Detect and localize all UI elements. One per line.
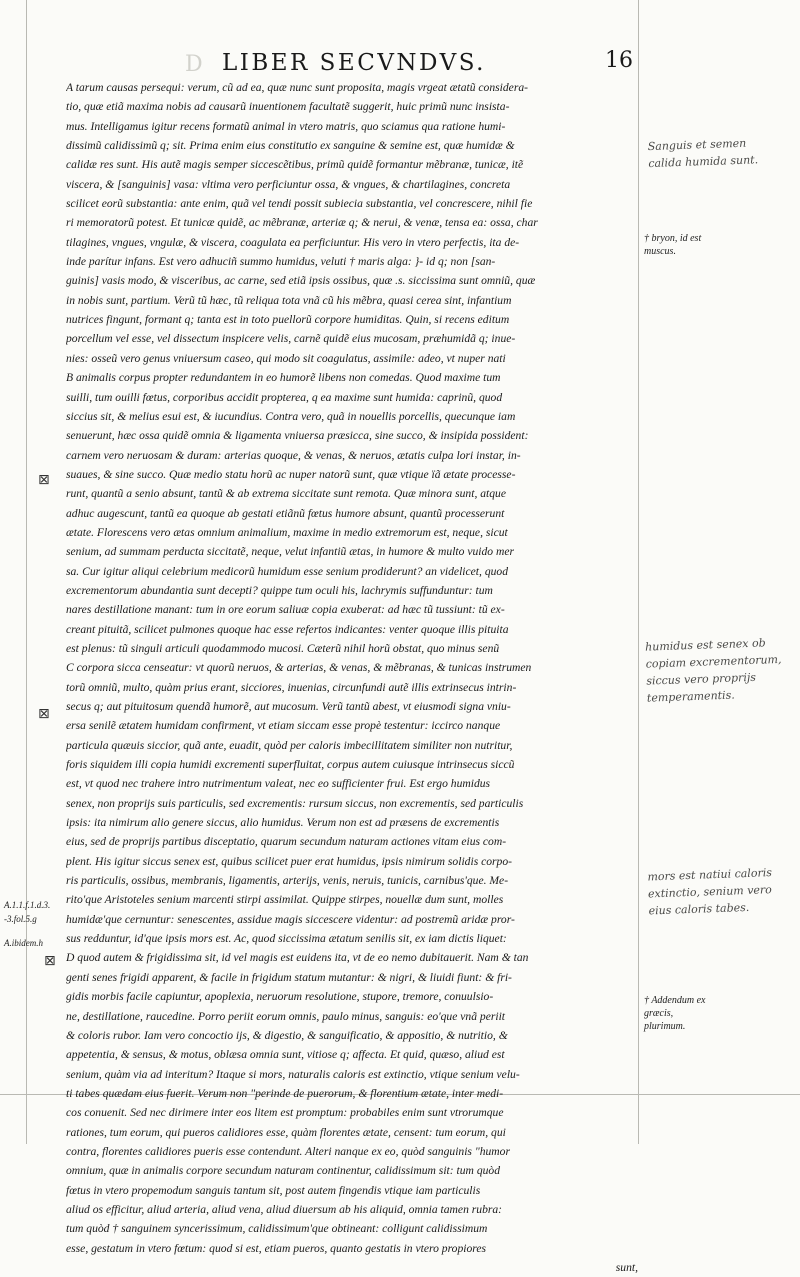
text-line: A tarum causas persequi: verum, cũ ad ea, quæ nunc sunt proposita, magis vrgeat ætatũ considera- [66, 81, 528, 94]
ruling-line [26, 0, 27, 1144]
handwritten-annotation: Sanguis et semen calida humida sunt. [647, 136, 759, 171]
text-line: ipsis: ita nimirum alio genere siccus, alio humidus. Verum non est ad præsens de excrementis [66, 816, 500, 830]
text-line: ne, destillatione, raucedine. Porro periit eorum omnis, paulo minus, sanguis: eo'que vnã periit [66, 1009, 506, 1023]
text-line: scilicet eorũ substantia: ante enim, quã vel tendi possit subiecia substantia, vel concrescere, nihil fie [66, 197, 533, 211]
text-line: cos conuenit. Sed nec dirimere inter eos litem est promptum: probabiles enim sunt vtrorumque [66, 1106, 504, 1120]
text-line: tio, quæ etiã maxima nobis ad causarũ inuentionem facultatẽ suggerit, huic primũ nunc insista- [66, 100, 510, 114]
text-line: est plenus: tũ singuli articuli quodammodo mucosi. Cæterũ nihil horũ obstat, quo minus senũ [66, 641, 500, 655]
text-line: mus. Intelligamus igitur recens formatũ animal in vtero matris, quo sciamus qua ratione humi- [66, 119, 506, 133]
text-line: excrementorum abundantia sunt decepti? quippe tum oculi his, lachrymis suffunduntur: tum [66, 583, 493, 597]
text-line: appetentia, & sensus, & motus, oblæsa omnia sunt, vitiose q; affecta. Et quid, quæso, aliud est [66, 1048, 505, 1062]
text-line: D quod autem & frigidissima sit, id vel magis est euidens ita, vt de eo nemo dubitauerit. Nam & tan [66, 951, 529, 965]
ruling-line [638, 0, 639, 1144]
text-line: carnem vero neruosam & duram: arterias quoque, & venas, & neruos, ætatis culpa lori instar, in- [66, 448, 521, 462]
marginal-reference: -3.fol.5.g [4, 914, 37, 924]
text-line: sa. Cur igitur aliqui celebrium medicorũ humidum esse senium prodiderunt? an videlicet, quod [66, 564, 509, 578]
text-line: ætate. Florescens vero ætas omnium animalium, maxime in medio extremorum est, neque, sicut [66, 525, 508, 539]
text-line: inde parítur infans. Est vero adhuciñ summo humidus, veluti † maris alga: }- id q; non [san- [66, 255, 496, 269]
text-line: B animalis corpus propter redundantem in eo humorẽ libens non comedas. Quod maxime tum [66, 371, 501, 385]
text-line: particula quæuis siccior, quã ante, euadit, quòd per caloris imbecillitatem similiter non nutritur, [66, 738, 513, 752]
text-line: nutrices fingunt, formant q; tanta est in toto puellorũ corpore humiditas. Quin, si recens editum [66, 313, 510, 327]
text-line: suaues, & sine succo. Quæ medio statu horũ ac nuper natorũ sunt, quæ vtique ïã ætate processe- [66, 467, 516, 481]
manuscript-mark-icon: ⊠ [44, 953, 56, 969]
text-line: ris particulis, ossibus, membranis, ligamentis, arterijs, venis, neruis, tunicis, carnibus'que. Me- [66, 874, 509, 888]
text-line: est, vt quod nec trahere intro nutrimentum valeat, nec eo sufficienter frui. Est ergo humidus [66, 777, 491, 791]
text-line: sus redduntur, id'que ipsis mors est. Ac, quod siccissima ætatum senilis sit, ex iam dictis liquet: [66, 932, 507, 946]
text-line: senium, quàm via ad interitum? Itaque si mors, naturalis caloris est extinctio, vtique senium velu- [66, 1067, 520, 1081]
text-line: tilagines, vngues, vngulæ, & viscera, coagulata ea perficiuntur. His vero in vtero perfectis, ita de- [66, 235, 520, 249]
marginal-note-bryon: † bryon, id est muscus. [644, 233, 702, 257]
catchword: sunt, [615, 1260, 638, 1274]
text-line: guinis] vasis modo, & visceribus, ac carne, sed etiã ipsis ossibus, quæ .s. siccissima sunt omniũ, quæ [66, 274, 536, 288]
text-line: senuerunt, hæc ossa quidẽ omnia & ligamenta vniuersa præsicca, sine succo, & insipida possident: [66, 429, 529, 443]
text-line: senex, non proprijs suis particulis, sed excrementis: rursum siccus, non excrementis, sed particulis [66, 796, 524, 810]
text-line: porcellum vel esse, vel dissectum inspicere velis, carnẽ quidẽ eius mucosam, præhumidã q; inue- [66, 332, 516, 346]
text-line: torũ omniũ, multo, quàm prius erant, sicciores, inuenias, circunfundi autẽ illis extrinsecus intrin- [66, 680, 517, 694]
text-line: in nobis sunt, partium. Verũ tũ hæc, tũ reliqua tota vnã cũ his mẽbra, quasi cerea sint, infantium [66, 293, 512, 307]
manuscript-mark-icon: ⊠ [38, 706, 50, 722]
handwritten-annotation: humidus est senex ob copiam excrementorum, siccus vero proprijs temperamentis. [644, 636, 782, 705]
text-line: eius, sed de proprijs partibus disceptatio, quarum secundum naturam actiones vitam eius com- [66, 835, 507, 849]
text-line: plent. His igitur siccus senex est, quibus scilicet puer erat humidus, ipsis nimirum solidis corpo- [66, 854, 513, 868]
text-line: esse, gestatum in vtero fœtum: quod si est, etiam pueros, quanto gestatis in vtero propiores [66, 1241, 487, 1255]
text-line: suilli, tum ouilli fœtus, corporibus accidit propterea, q ea maxime sunt humida: caprinũ, quod [66, 390, 503, 404]
manuscript-mark-icon: ⊠ [38, 472, 50, 488]
text-line: nares destillatione manant: tum in ore eorum saliuæ copia exuberat: ad hæc tũ tussiunt: tũ ex- [66, 603, 505, 617]
text-line: adhuc augescunt, tantũ ea quoque ab gestati etiãnũ fœtus humore absunt, quantũ processerunt [66, 506, 505, 520]
text-line: ersa senilẽ ætatem humidam confirment, vt etiam siccam esse propè testentur: iccirco nanque [66, 719, 501, 733]
text-line: nies: osseũ vero genus vniuersum caseo, qui modo sit coagulatus, assimile: adeo, vt nuper nati [66, 351, 506, 365]
show-through-letter: D [185, 52, 206, 77]
text-line: creant pituitã, scilicet pulmones quoque hac esse refertos indicantes: venter quoque illis pituita [66, 622, 509, 636]
text-line: C corpora sicca censeatur: vt quorũ neruos, & arterias, & venas, & mẽbranas, & tunicas instrumen [66, 661, 532, 675]
text-line: ti tabes quædam eius fuerit. Verum non "perinde de puerorum, & florentium ætate, inter medi- [66, 1086, 504, 1100]
running-head: LIBER SECVNDVS. [222, 50, 486, 76]
text-line: tum quòd † sanguinem syncerissimum, calidissimum'que obtineant: colligunt calidissimum [66, 1222, 488, 1236]
text-line: rationes, tum eorum, qui pueros calidiores esse, quàm florentes ætate, censent: tum eorum, qui [66, 1125, 506, 1139]
text-line: contra, florentes calidiores pueris esse contendunt. Alteri nanque ex eo, quòd sanguinis "humor [66, 1144, 510, 1158]
text-line: foris siquidem illi copia humidi excrementi superfluitat, corpus autem cuiusque intrinsecus siccũ [66, 758, 515, 772]
text-line: dissimũ calidissimũ q; sit. Prima enim eius constitutio ex sanguine & semine est, quæ humidæ & [66, 139, 515, 153]
text-line: genti senes frigidi apparent, & facile in frigidum statum mutantur: & nigri, & liuidi fiunt: & fri- [66, 970, 512, 984]
text-line: humidæ'que cernuntur: senescentes, assidue magis siccescere videntur: ad postremũ aridæ pror- [66, 912, 515, 926]
text-line: aliud os efficitur, aliud arteria, aliud vena, aliud diuersum ab his aliquid, omnia tamen rubra: [66, 1202, 503, 1216]
marginal-note-addendum: † Addendum ex græcis, plurimum. [644, 995, 706, 1032]
handwritten-annotation: mors est natiui caloris extinctio, senium vero eius caloris tabes. [647, 866, 773, 918]
marginal-reference: A.1.1.f.1.d.3. [4, 900, 51, 910]
text-line: secus q; aut pituitosum quendã humorẽ, aut mucosum. Verũ tantũ abest, vt eiusmodi signa vniu- [66, 700, 511, 713]
text-line: runt, quantũ a senio absunt, tantũ & ab extrema siccitate sunt remota. Quæ minora sunt, atque [66, 487, 507, 501]
text-line: & coloris rubor. Iam vero concoctio ijs, & digestio, & sanguificatio, & appositio, & nutritio, & [66, 1028, 508, 1042]
marginal-reference: A.ibidem.h [4, 938, 43, 948]
text-line: fœtus in vtero propemodum sanguis tantum sit, post autem fingendis vtique iam particulis [66, 1183, 481, 1197]
text-line: ri memoratorũ potest. Et tunicæ quidẽ, ac mẽbranæ, arteriæ q; & nerui, & venæ, tensa ea: ossa, char [66, 216, 538, 230]
text-line: calidæ res sunt. His autẽ magis semper siccescẽtibus, primũ quidẽ formantur mẽbranæ, tunicæ, itẽ [66, 158, 524, 172]
text-line: senium, ad summam perducta siccitatẽ, neque, velut infantiũ ætas, in humore & multo vuido mer [66, 545, 515, 559]
text-line: omnium, quæ in animalis corpore secundum naturam continentur, calidissimum sit: tum quòd [66, 1164, 501, 1178]
page-number: 16 [605, 48, 633, 73]
text-line: siccius sit, & melius esui est, & iucundius. Contra vero, quã in nouellis porcellis, quecunque iam [66, 409, 516, 423]
text-line: gidis morbis facile capiuntur, apoplexia, neruorum resolutione, stupore, tremore, conuulsio- [66, 990, 494, 1004]
text-line: rito'que Aristoteles senium marcenti stirpi assimilat. Quippe stirpes, nouellæ dum sunt, molles [66, 893, 504, 907]
text-line: viscera, & [sanguinis] vasa: vltima vero perficiuntur ossa, & vngues, & chartilagines, concreta [66, 177, 511, 191]
main-text-block [66, 78, 638, 1277]
